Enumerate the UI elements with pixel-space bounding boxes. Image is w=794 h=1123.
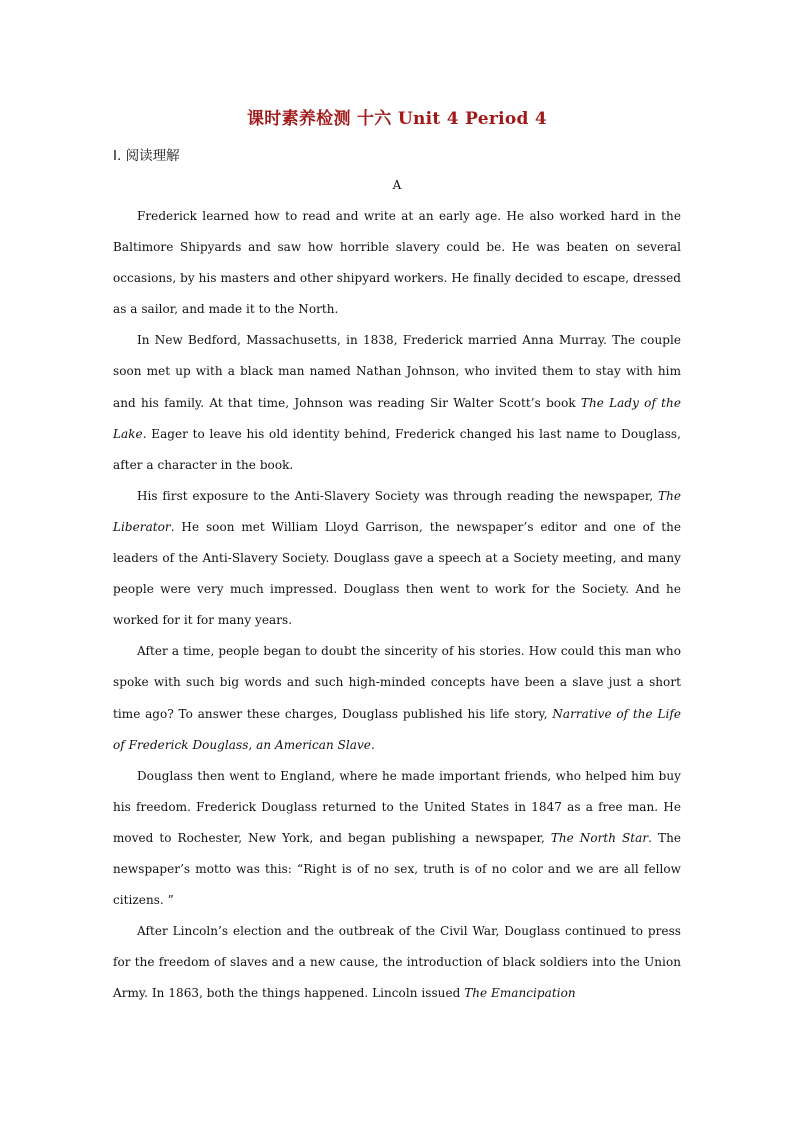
paragraph-text: . He soon met William Lloyd Garrison, the newspaper’s editor and one of the leaders of the Anti-Slavery Society. Douglass gave a speech at a Society meeting, and many people were very much impressed. Douglass then went to work for the Society. And he worked for it for many years.: [113, 519, 681, 628]
paragraph-text: In New Bedford, Massachusetts, in 1838, Frederick married Anna Murray. The couple soon met up with a black man named Nathan Johnson, who invited them to stay with him and his family. At that time, Johnson was reading Sir Walter Scott’s book: [113, 333, 681, 410]
paragraph-text: .: [370, 737, 375, 752]
paragraph-text: After a time, people began to doubt the sincerity of his stories. How could this man who spoke with such big words and such high-minded concepts have been a slave just a short time ago? To answer these charges, Douglass published his life story,: [113, 644, 681, 721]
paragraph: [113, 761, 681, 916]
italic-title-text: The Emancipation: [464, 986, 576, 1001]
paragraph: [113, 481, 681, 636]
paragraph-text: His first exposure to the Anti-Slavery Society was through reading the newspaper,: [137, 488, 659, 503]
paragraph-text: Douglass then went to England, where he made important friends, who helped him buy his freedom. Frederick Douglass returned to the United States in 1847 as a free man. He moved to Rochester, New York, and began publishing a newspaper,: [113, 768, 681, 845]
paragraph-text: Frederick learned how to read and write at an early age. He also worked hard in the Baltimore Shipyards and saw how horrible slavery could be. He was beaten on several occasions, by his masters and other shipyard workers. He finally decided to escape, dressed as a sailor, and made it to the North.: [113, 209, 681, 317]
paragraph-text: . Eager to leave his old identity behind, Frederick changed his last name to Douglass, after a character in the book.: [113, 426, 681, 472]
passage-body: [113, 201, 681, 1009]
italic-title-text: Narrative of the Life of Frederick Douglass, an American Slave: [113, 706, 682, 752]
italic-title-text: The Liberator: [113, 488, 681, 534]
section-heading: Ⅰ. 阅读理解: [113, 148, 180, 164]
paragraph: [113, 636, 681, 760]
page-title: 课时素养检测 十六 Unit 4 Period 4: [246, 109, 548, 129]
passage-label: A: [392, 178, 402, 192]
paragraph: [113, 916, 681, 1009]
paragraph-text: After Lincoln’s election and the outbreak of the Civil War, Douglass continued to press for the freedom of slaves and a new cause, the introduction of black soldiers into the Union Army. In 1863, both the things happened. Lincoln issued: [113, 924, 681, 1001]
italic-title-text: The Lady of the Lake: [113, 395, 681, 441]
italic-title-text: The North Star: [550, 830, 649, 845]
paragraph: [113, 325, 681, 480]
paragraph: [113, 201, 681, 325]
paragraph-text: . The newspaper’s motto was this: “Right is of no sex, truth is of no color and we are all fellow citizens. ”: [113, 830, 682, 908]
